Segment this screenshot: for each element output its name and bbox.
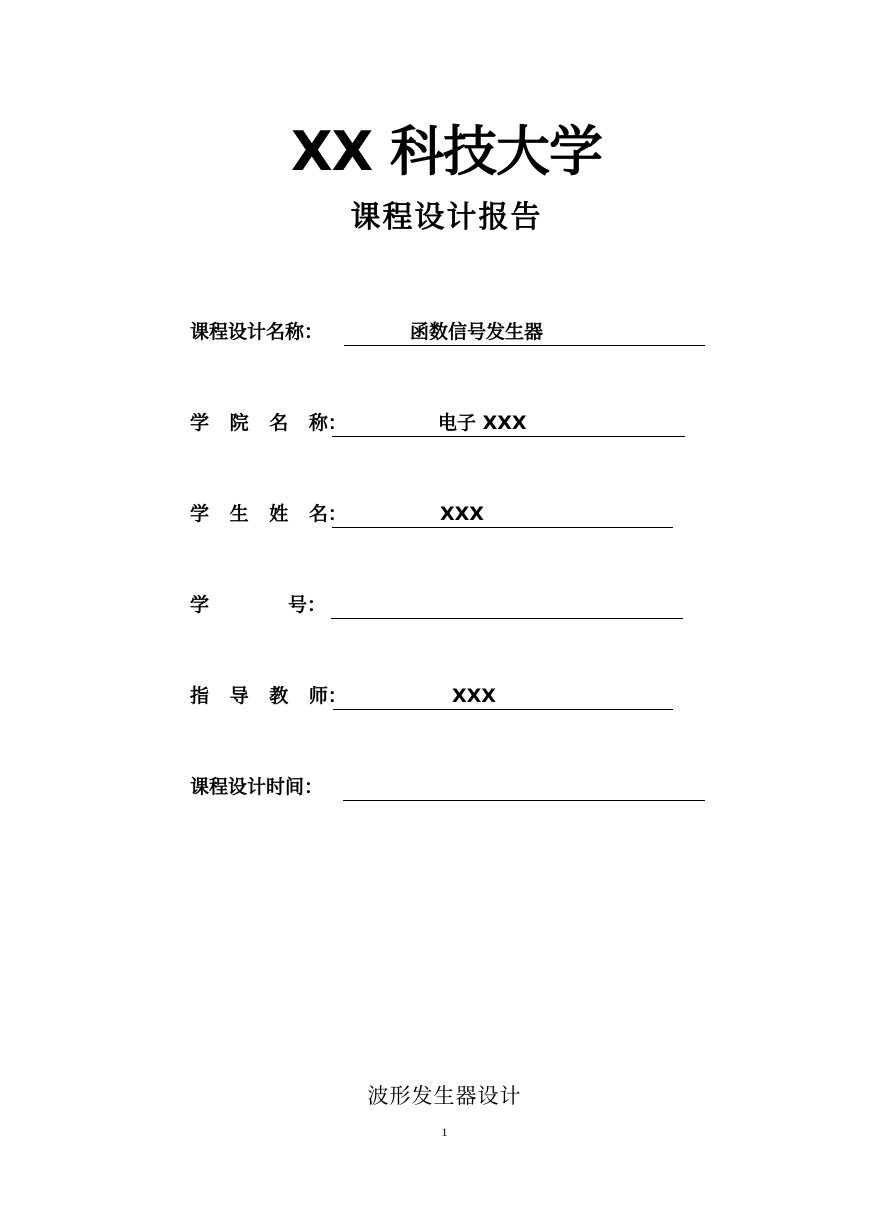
student-name-label-text: 学 生 姓 名： xyxy=(190,503,347,525)
student-name-field xyxy=(190,499,680,529)
advisor-value: XXX xyxy=(452,685,496,707)
student-id-label-left: 学 xyxy=(190,594,210,616)
college-label xyxy=(190,408,347,438)
course-name-field xyxy=(190,317,710,347)
student-name-underline xyxy=(332,499,673,528)
page-number: 1 xyxy=(441,1125,448,1139)
student-id-underline xyxy=(331,590,683,619)
design-time-underline xyxy=(343,772,705,801)
advisor-label xyxy=(190,681,347,711)
student-name-label xyxy=(190,499,347,529)
report-title: 课程设计报告 xyxy=(350,200,543,235)
student-id-field xyxy=(190,590,690,620)
advisor-label-text: 指 导 教 师： xyxy=(190,685,347,707)
design-time-label: 课程设计时间： xyxy=(190,776,324,798)
student-name-value: XXX xyxy=(440,503,484,525)
advisor-underline xyxy=(333,681,673,710)
college-value: 电子 XXX xyxy=(438,412,527,434)
course-name-label: 课程设计名称： xyxy=(190,321,324,343)
design-time-field xyxy=(190,772,710,802)
university-name: XX 科技大学 xyxy=(290,120,603,183)
advisor-field xyxy=(190,681,680,711)
college-field xyxy=(190,408,690,438)
college-label-text: 学 院 名 称： xyxy=(190,412,347,434)
course-name-value: 函数信号发生器 xyxy=(410,321,544,343)
footer-title: 波形发生器设计 xyxy=(367,1084,522,1108)
student-id-label-right: 号： xyxy=(288,594,327,616)
